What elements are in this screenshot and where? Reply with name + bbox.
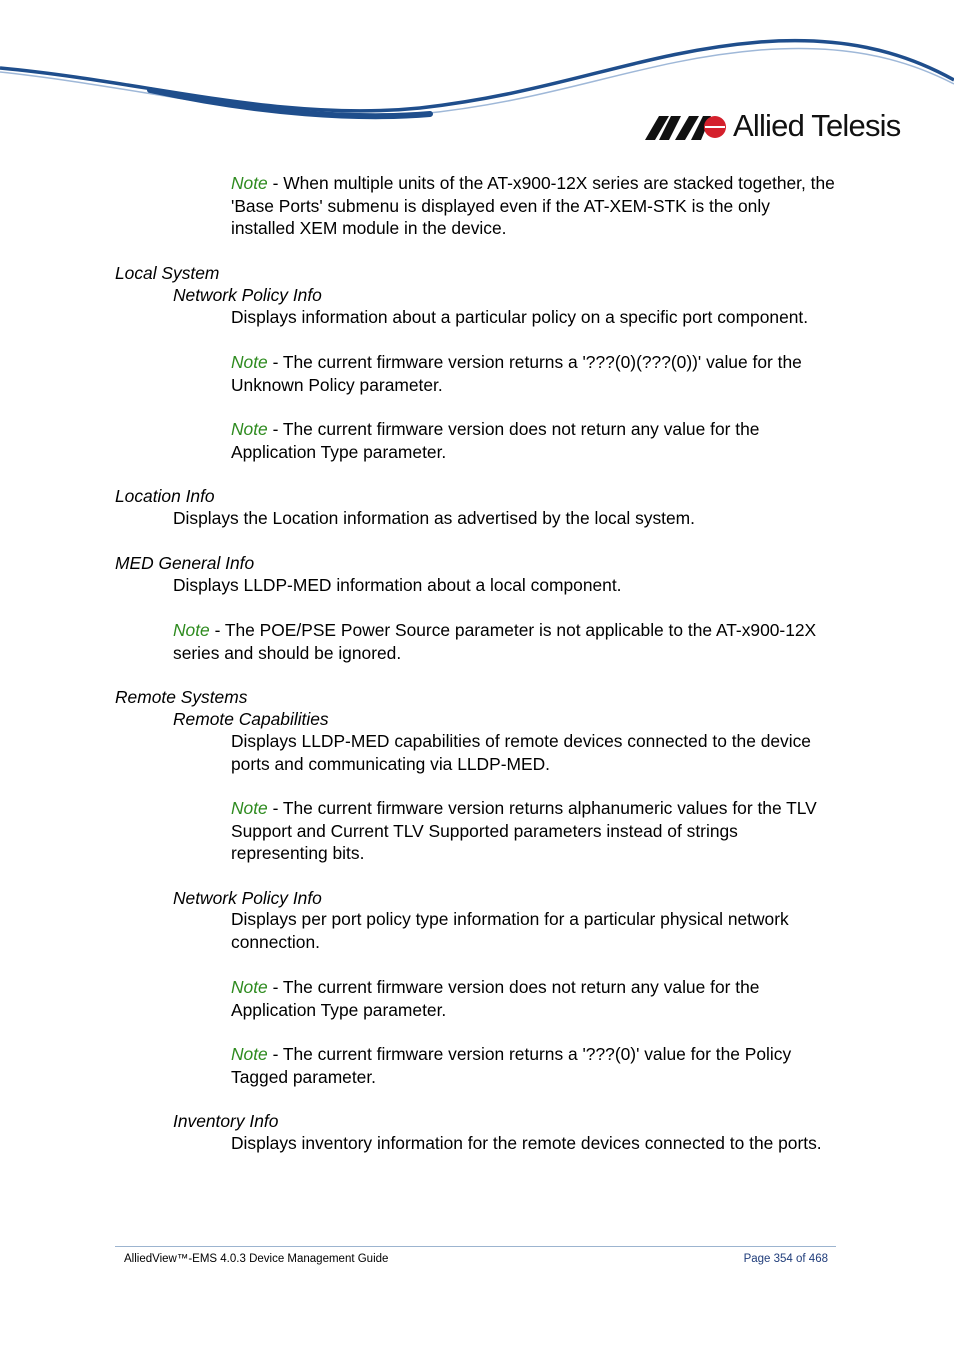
footer-divider — [115, 1246, 836, 1247]
heading-remote-capabilities: Remote Capabilities — [173, 709, 329, 729]
desc-location-info: Displays the Location information as advertised by the local system. — [173, 508, 695, 528]
note-poe-pse — [173, 619, 835, 664]
note-text: - The current firmware version does not return any value for the Application Type parameter. — [231, 419, 760, 462]
brand-name: Allied Telesis — [733, 108, 901, 143]
desc-network-policy-info-local: Displays information about a particular policy on a specific port component. — [231, 307, 809, 327]
desc-remote-capabilities: Displays LLDP-MED capabilities of remote devices connected to the device ports and communicating via LLDP-MED. — [231, 731, 811, 774]
note-label: Note — [173, 620, 210, 640]
heading-remote-systems: Remote Systems — [115, 687, 248, 707]
note-text: - The current firmware version returns a '???(0)' value for the Policy Tagged parameter. — [231, 1044, 792, 1087]
note-label: Note — [231, 798, 268, 818]
note-text: - When multiple units of the AT-x900-12X series are stacked together, the 'Base Ports' submenu is displayed even if the AT-XEM-STK is the only installed XEM module in the device. — [231, 173, 835, 239]
intro-note — [231, 172, 835, 240]
desc-network-policy-info-remote: Displays per port policy type information for a particular physical network connection. — [231, 909, 789, 952]
note-label: Note — [231, 352, 268, 372]
note-text: - The POE/PSE Power Source parameter is not applicable to the AT-x900-12X series and should be ignored. — [173, 620, 817, 663]
note-policy-tagged — [231, 1043, 835, 1088]
note-text: - The current firmware version returns alphanumeric values for the TLV Support and Current TLV Supported parameters instead of strings representing bits. — [231, 798, 817, 864]
desc-inventory-info: Displays inventory information for the remote devices connected to the ports. — [231, 1133, 822, 1153]
note-application-type-local — [231, 418, 835, 463]
note-label: Note — [231, 977, 268, 997]
logo-mark-icon — [645, 114, 727, 140]
heading-inventory-info: Inventory Info — [173, 1111, 279, 1131]
heading-local-system: Local System — [115, 263, 220, 283]
footer-document-title: AlliedView™-EMS 4.0.3 Device Management Guide — [124, 1253, 389, 1265]
note-text: - The current firmware version does not return any value for the Application Type parameter. — [231, 977, 760, 1020]
note-label: Note — [231, 419, 268, 439]
heading-med-general-info: MED General Info — [115, 553, 255, 573]
note-label: Note — [231, 1044, 268, 1064]
note-unknown-policy — [231, 351, 835, 396]
heading-network-policy-info-remote: Network Policy Info — [173, 888, 322, 908]
footer-page-number: Page 354 of 468 — [743, 1253, 828, 1265]
note-label: Note — [231, 173, 268, 193]
note-tlv-support — [231, 797, 835, 865]
desc-med-general-info: Displays LLDP-MED information about a local component. — [173, 575, 622, 595]
note-text: - The current firmware version returns a '???(0)(???(0))' value for the Unknown Policy parameter. — [231, 352, 802, 395]
allied-telesis-logo — [645, 110, 905, 146]
heading-location-info: Location Info — [115, 486, 215, 506]
note-application-type-remote — [231, 976, 835, 1021]
heading-network-policy-info-local: Network Policy Info — [173, 285, 322, 305]
